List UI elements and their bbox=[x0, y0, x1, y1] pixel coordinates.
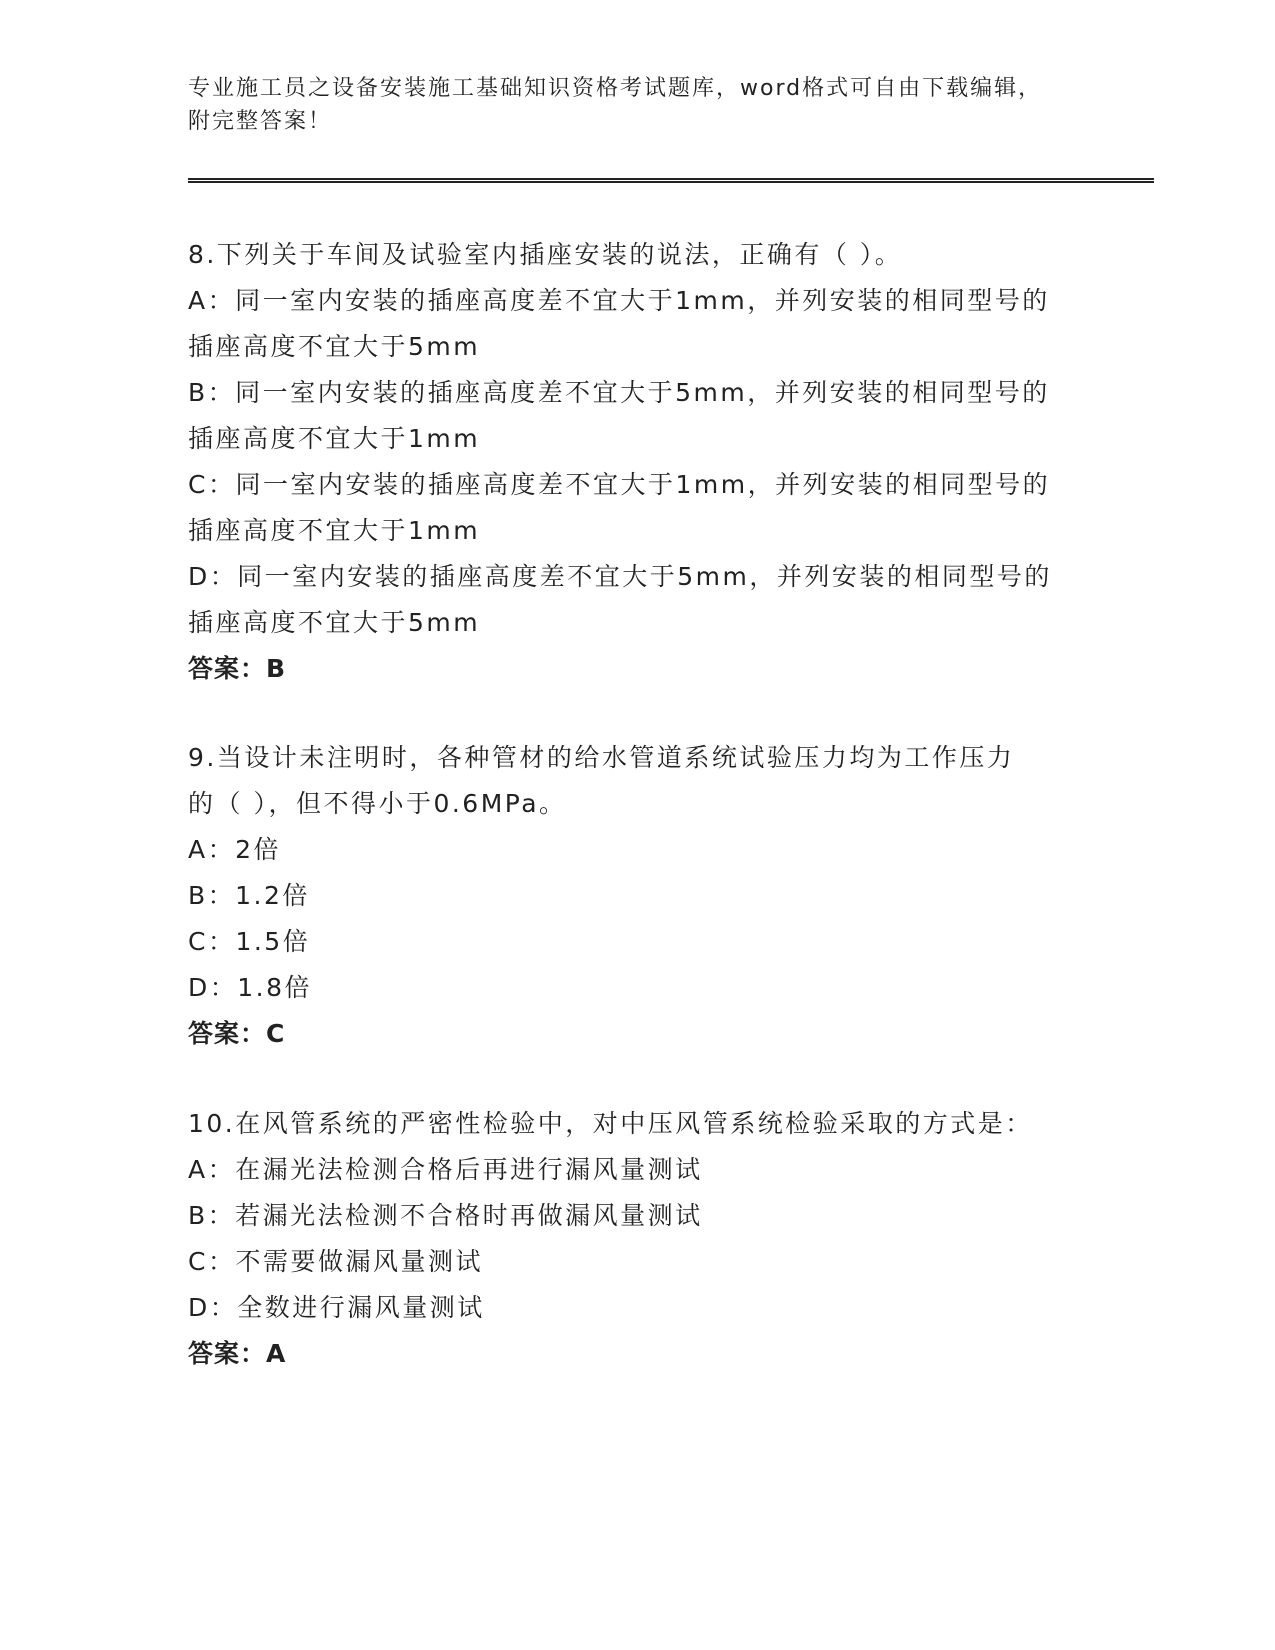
option-text: C：不需要做漏风量测试 bbox=[188, 1247, 483, 1276]
document-header bbox=[188, 72, 1068, 138]
option-text: A：2倍 bbox=[188, 835, 282, 864]
option-d bbox=[188, 554, 1068, 646]
option-d bbox=[188, 965, 1068, 1011]
header-divider bbox=[188, 178, 1154, 183]
option-c bbox=[188, 1239, 1068, 1285]
option-d bbox=[188, 1285, 1068, 1331]
option-text: 插座高度不宜大于1mm bbox=[188, 516, 481, 545]
question-stem: 10.在风管系统的严密性检验中，对中压风管系统检验采取的方式是： bbox=[188, 1109, 1033, 1138]
option-b bbox=[188, 370, 1068, 462]
option-text: A：同一室内安装的插座高度差不宜大于1mm，并列安装的相同型号的 bbox=[188, 286, 1050, 315]
option-text: 插座高度不宜大于1mm bbox=[188, 424, 481, 453]
header-line-2: 附完整答案！ bbox=[188, 109, 333, 134]
option-text: C：同一室内安装的插座高度差不宜大于1mm，并列安装的相同型号的 bbox=[188, 470, 1051, 499]
option-a bbox=[188, 1147, 1068, 1193]
option-text: B：若漏光法检测不合格时再做漏风量测试 bbox=[188, 1201, 703, 1230]
option-text: C：1.5倍 bbox=[188, 927, 311, 956]
option-c bbox=[188, 919, 1068, 965]
option-text: B：同一室内安装的插座高度差不宜大于5mm，并列安装的相同型号的 bbox=[188, 378, 1050, 407]
question-8 bbox=[188, 232, 1068, 692]
option-text: 插座高度不宜大于5mm bbox=[188, 332, 481, 361]
option-b bbox=[188, 1193, 1068, 1239]
question-stem: 8.下列关于车间及试验室内插座安装的说法，正确有（ ）。 bbox=[188, 240, 903, 269]
option-a bbox=[188, 278, 1068, 370]
question-9 bbox=[188, 735, 1068, 1057]
answer-label: 答案：A bbox=[188, 1339, 287, 1368]
option-text: A：在漏光法检测合格后再进行漏风量测试 bbox=[188, 1155, 703, 1184]
option-text: D：全数进行漏风量测试 bbox=[188, 1293, 485, 1322]
answer-label: 答案：B bbox=[188, 654, 287, 683]
question-10 bbox=[188, 1101, 1068, 1377]
answer-label: 答案：C bbox=[188, 1019, 286, 1048]
option-text: B：1.2倍 bbox=[188, 881, 310, 910]
option-b bbox=[188, 873, 1068, 919]
header-line-1: 专业施工员之设备安装施工基础知识资格考试题库，word格式可自由下载编辑， bbox=[188, 76, 1043, 101]
option-c bbox=[188, 462, 1068, 554]
question-stem: 的（ ），但不得小于0.6MPa。 bbox=[188, 789, 567, 818]
option-a bbox=[188, 827, 1068, 873]
option-text: D：同一室内安装的插座高度差不宜大于5mm，并列安装的相同型号的 bbox=[188, 562, 1052, 591]
option-text: D：1.8倍 bbox=[188, 973, 313, 1002]
question-stem: 9.当设计未注明时，各种管材的给水管道系统试验压力均为工作压力 bbox=[188, 743, 1015, 772]
option-text: 插座高度不宜大于5mm bbox=[188, 608, 481, 637]
